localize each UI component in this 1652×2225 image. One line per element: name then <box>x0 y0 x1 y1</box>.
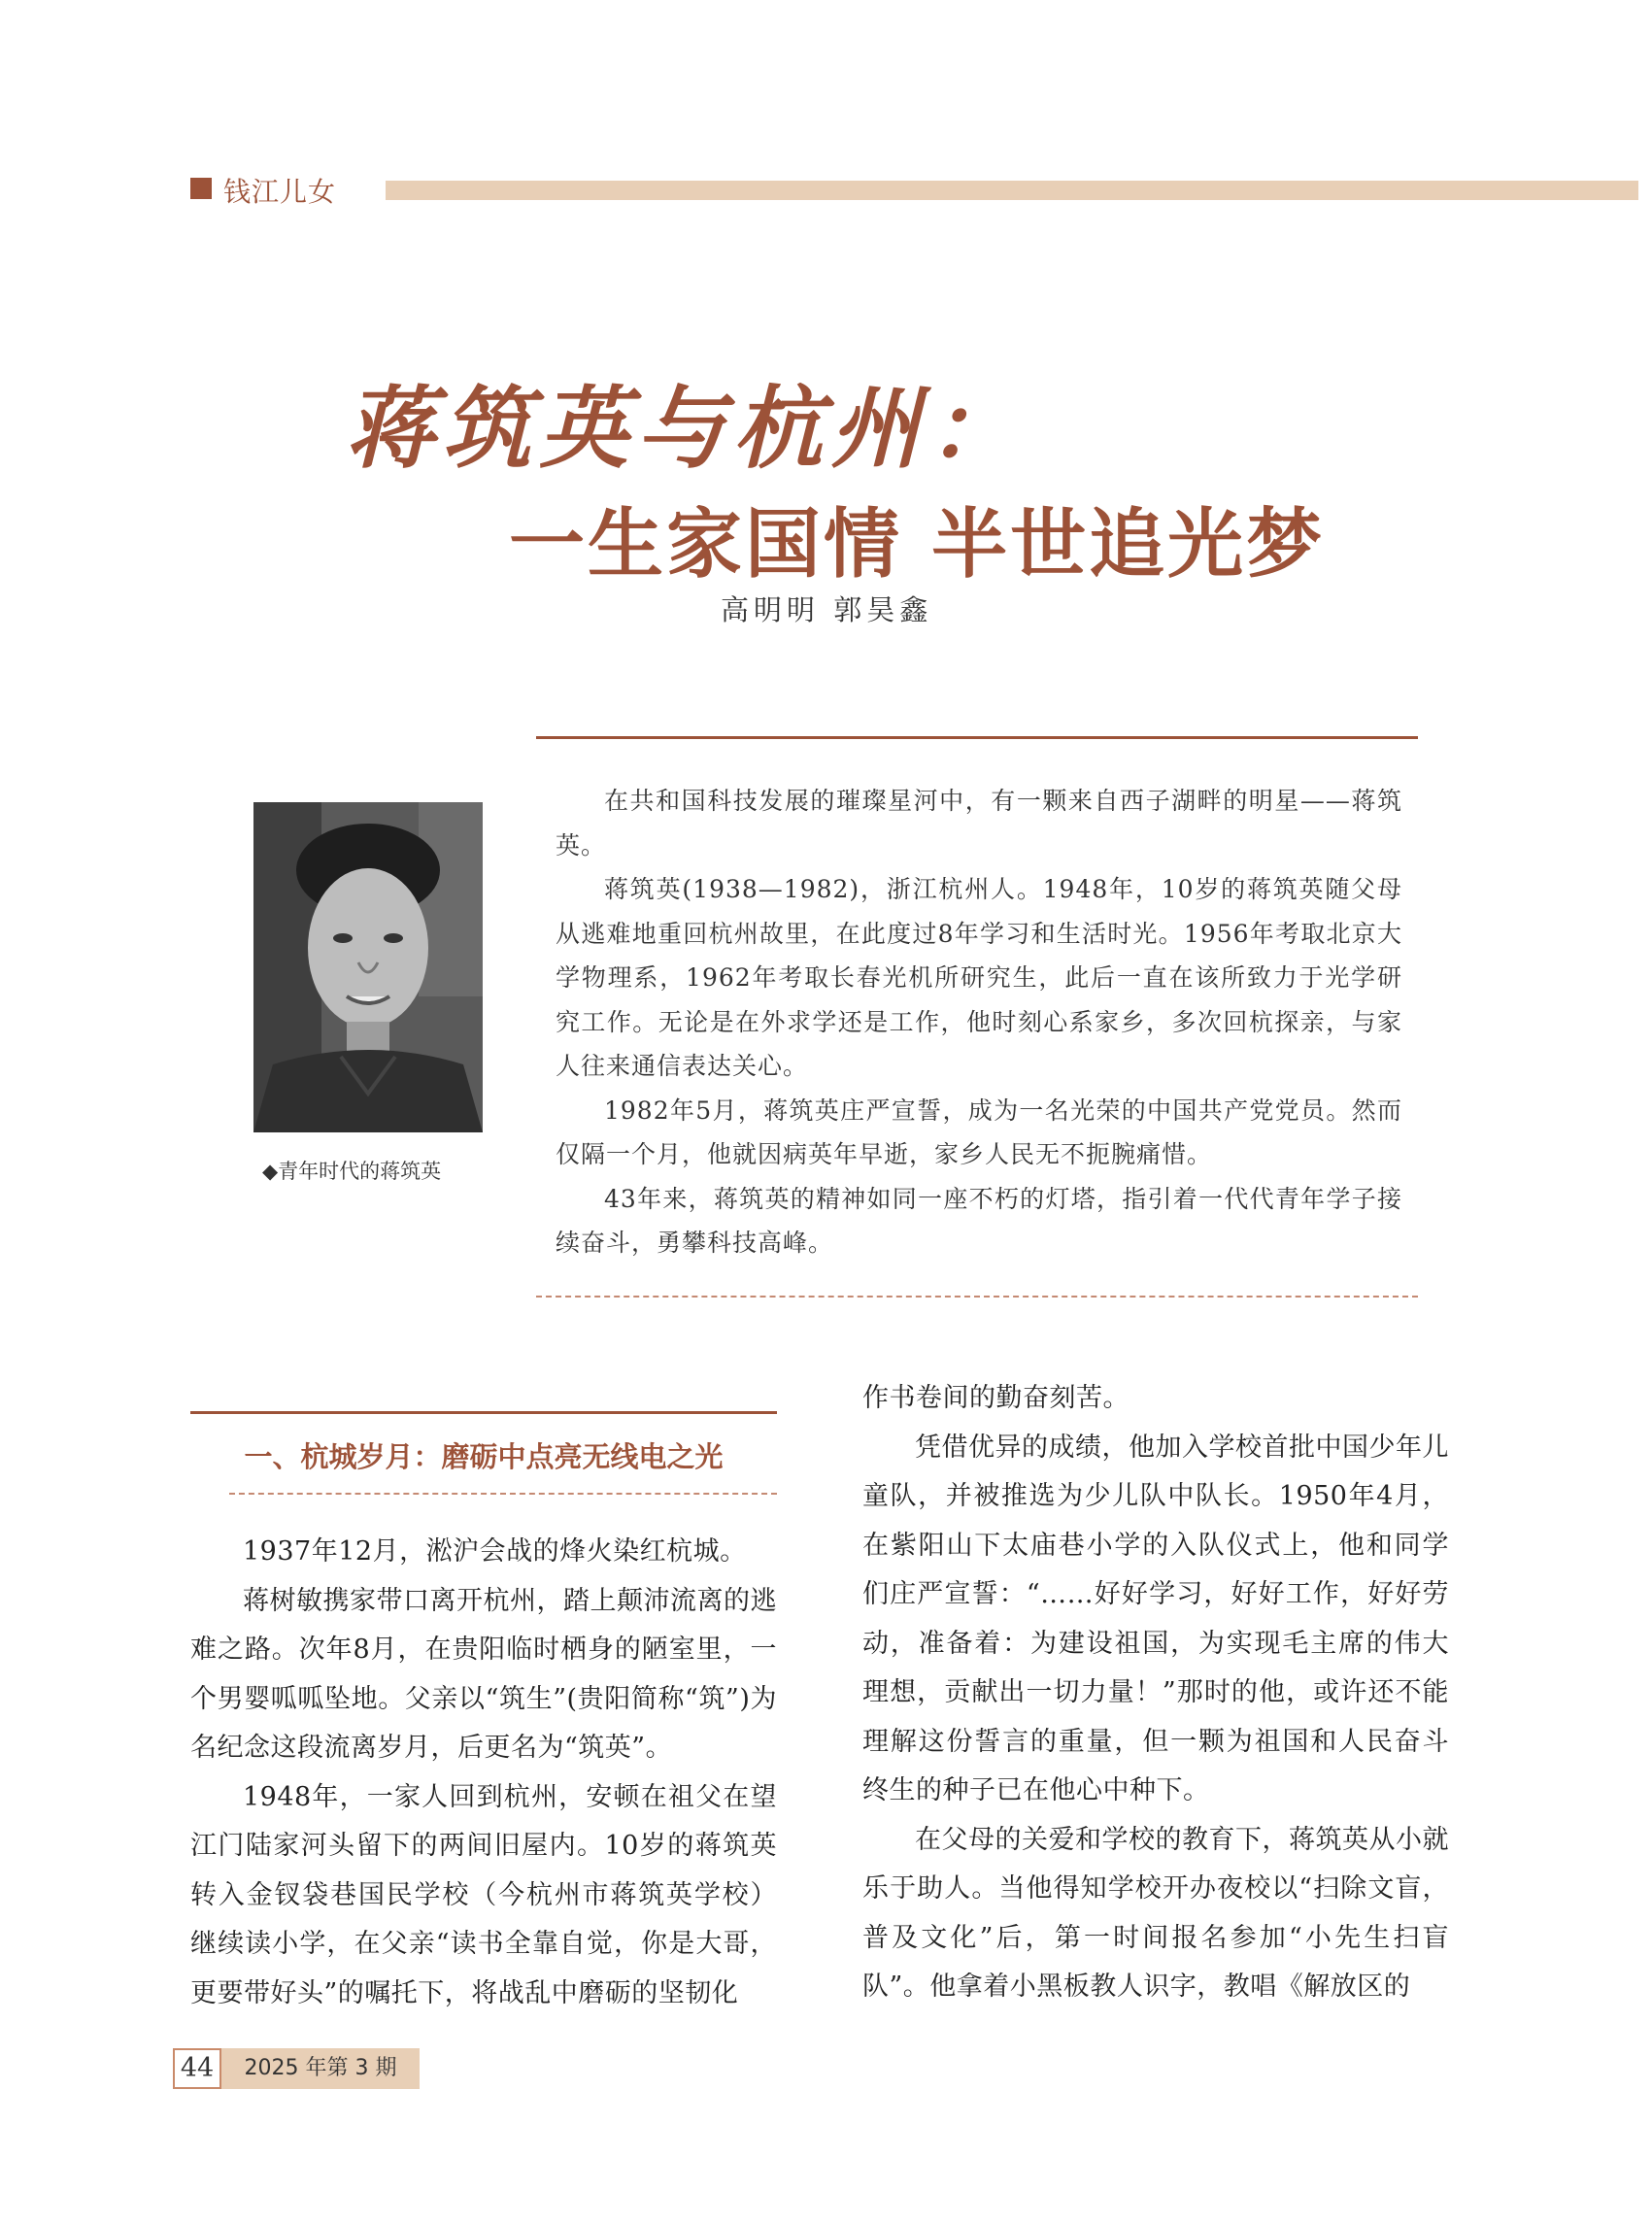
issue-label: 2025 年第 3 期 <box>244 2056 397 2080</box>
abstract-paragraph: 蒋筑英(1938—1982)，浙江杭州人。1948年，10岁的蒋筑英随父母从逃难地重回杭州故里，在此度过8年学习和生活时光。1956年考取北京大学物理系，1962年考取长春光机所研究生，此后一直在该所致力于光学研究工作。无论是在外求学还是工作，他时刻心系家乡，多次回杭探亲，与家人往来通信表达关心。 <box>556 875 1402 1080</box>
abstract-paragraph: 43年来，蒋筑英的精神如同一座不朽的灯塔，指引着一代代青年学子接续奋斗，勇攀科技高峰。 <box>556 1184 1402 1257</box>
body-paragraph: 凭借优异的成绩，他加入学校首批中国少年儿童队，并被推选为少儿队中队长。1950年4月，在紫阳山下太庙巷小学的入队仪式上，他和同学们庄严宣誓：“……好好学习，好好工作，好好劳动，准备着：为建设祖国，为实现毛主席的伟大理想，贡献出一切力量！”那时的他，或许还不能理解这份誓言的重量，但一颗为祖国和人民奋斗终生的种子已在他心中种下。 <box>862 1432 1449 1805</box>
photo-caption: ◆青年时代的蒋筑英 <box>262 1160 442 1183</box>
body-column-right <box>862 1374 1449 2012</box>
header-bar <box>386 181 1638 200</box>
body-paragraph: 1948年，一家人回到杭州，安顿在祖父在望江门陆家河头留下的两间旧屋内。10岁的蒋筑英转入金钗袋巷国民学校（今杭州市蒋筑英学校）继续读小学，在父亲“读书全靠自觉，你是大哥，更要带好头”的嘱托下，将战乱中磨砺的坚韧化 <box>190 1781 777 2008</box>
abstract-paragraph: 1982年5月，蒋筑英庄严宣誓，成为一名光荣的中国共产党党员。然而仅隔一个月，他就因病英年早逝，家乡人民无不扼腕痛惜。 <box>556 1096 1402 1168</box>
body-paragraph-continuation: 作书卷间的勤奋刻苦。 <box>862 1383 1129 1413</box>
section-marker-square <box>190 178 212 199</box>
section-label: 钱江儿女 <box>223 176 337 208</box>
section-heading-bottom-rule <box>229 1493 777 1495</box>
portrait-illustration <box>253 802 483 1132</box>
article-title: 蒋筑英与杭州： <box>345 376 1026 481</box>
portrait-photo <box>253 802 483 1132</box>
body-paragraph: 蒋树敏携家带口离开杭州，踏上颠沛流离的逃难之路。次年8月，在贵阳临时栖身的陋室里，一个男婴呱呱坠地。父亲以“筑生”(贵阳简称“筑”)为名纪念这段流离岁月，后更名为“筑英”。 <box>190 1585 777 1763</box>
body-column-left <box>190 1528 777 2018</box>
article-authors: 高明明 郭昊鑫 <box>721 593 933 626</box>
body-paragraph: 在父母的关爱和学校的教育下，蒋筑英从小就乐于助人。当他得知学校开办夜校以“扫除文盲，普及文化”后，第一时间报名参加“小先生扫盲队”。他拿着小黑板教人识字，教唱《解放区的 <box>862 1824 1449 2002</box>
abstract-paragraph: 在共和国科技发展的璀璨星河中，有一颗来自西子湖畔的明星——蒋筑英。 <box>556 787 1402 860</box>
page-number: 44 <box>180 2053 215 2083</box>
article-subtitle: 一生家国情 半世追光梦 <box>509 500 1326 589</box>
abstract-bottom-rule <box>536 1296 1418 1299</box>
section-heading: 一、杭城岁月：磨砺中点亮无线电之光 <box>244 1440 724 1473</box>
section-heading-top-rule <box>190 1411 777 1414</box>
abstract-text <box>556 779 1402 1265</box>
abstract-top-rule <box>536 736 1418 739</box>
body-paragraph: 1937年12月，淞沪会战的烽火染红杭城。 <box>243 1536 747 1567</box>
